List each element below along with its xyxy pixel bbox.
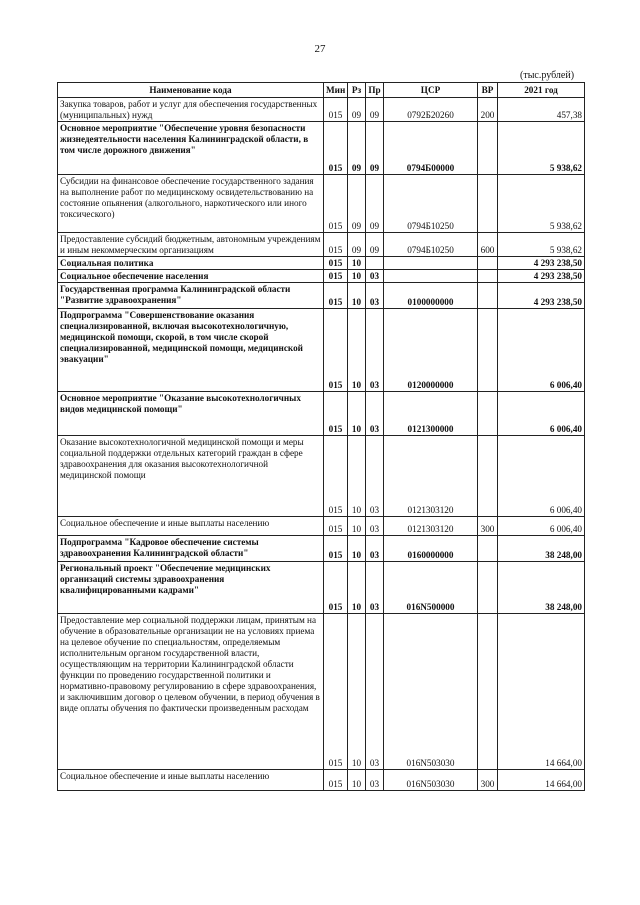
cell-vr: 300 bbox=[478, 517, 498, 536]
header-year: 2021 год bbox=[498, 83, 585, 98]
cell-csr: 0100000000 bbox=[384, 283, 478, 309]
cell-vr: 600 bbox=[478, 233, 498, 257]
cell-rz: 10 bbox=[348, 257, 366, 270]
cell-name: Закупка товаров, работ и услуг для обеспечения государственных (муниципальных) нужд bbox=[58, 98, 324, 122]
cell-csr bbox=[384, 270, 478, 283]
cell-amount: 5 938,62 bbox=[498, 233, 585, 257]
cell-rz: 10 bbox=[348, 614, 366, 770]
cell-min: 015 bbox=[324, 517, 348, 536]
cell-min: 015 bbox=[324, 309, 348, 392]
cell-csr: 0120000000 bbox=[384, 309, 478, 392]
header-rz: Рз bbox=[348, 83, 366, 98]
cell-csr: 016N500000 bbox=[384, 562, 478, 614]
header-vr: ВР bbox=[478, 83, 498, 98]
table-row bbox=[58, 536, 585, 562]
cell-pr: 03 bbox=[366, 770, 384, 791]
table-row bbox=[58, 436, 585, 517]
table-row bbox=[58, 175, 585, 233]
cell-min: 015 bbox=[324, 98, 348, 122]
cell-min: 015 bbox=[324, 257, 348, 270]
cell-min: 015 bbox=[324, 392, 348, 436]
table-row bbox=[58, 270, 585, 283]
cell-pr: 03 bbox=[366, 283, 384, 309]
cell-rz: 10 bbox=[348, 517, 366, 536]
cell-amount: 5 938,62 bbox=[498, 175, 585, 233]
cell-pr: 09 bbox=[366, 98, 384, 122]
cell-min: 015 bbox=[324, 614, 348, 770]
cell-csr bbox=[384, 257, 478, 270]
cell-csr: 0121303120 bbox=[384, 517, 478, 536]
cell-csr: 0121300000 bbox=[384, 392, 478, 436]
cell-csr: 016N503030 bbox=[384, 770, 478, 791]
cell-pr: 03 bbox=[366, 517, 384, 536]
cell-min: 015 bbox=[324, 122, 348, 175]
cell-csr: 0792Б20260 bbox=[384, 98, 478, 122]
cell-name: Основное мероприятие "Оказание высокотехнологичных видов медицинской помощи" bbox=[58, 392, 324, 436]
table-row bbox=[58, 309, 585, 392]
cell-name: Социальная политика bbox=[58, 257, 324, 270]
cell-vr bbox=[478, 270, 498, 283]
cell-rz: 10 bbox=[348, 536, 366, 562]
cell-amount: 6 006,40 bbox=[498, 436, 585, 517]
table-row bbox=[58, 257, 585, 270]
cell-rz: 10 bbox=[348, 770, 366, 791]
cell-min: 015 bbox=[324, 436, 348, 517]
cell-pr bbox=[366, 257, 384, 270]
cell-rz: 09 bbox=[348, 122, 366, 175]
cell-csr: 0794Б10250 bbox=[384, 233, 478, 257]
cell-rz: 10 bbox=[348, 436, 366, 517]
cell-rz: 10 bbox=[348, 270, 366, 283]
cell-name: Социальное обеспечение и иные выплаты населению bbox=[58, 770, 324, 791]
header-pr: Пр bbox=[366, 83, 384, 98]
cell-amount: 6 006,40 bbox=[498, 392, 585, 436]
cell-vr bbox=[478, 309, 498, 392]
cell-vr bbox=[478, 122, 498, 175]
cell-pr: 09 bbox=[366, 122, 384, 175]
budget-table bbox=[57, 82, 585, 791]
cell-rz: 10 bbox=[348, 392, 366, 436]
cell-pr: 03 bbox=[366, 309, 384, 392]
table-row bbox=[58, 770, 585, 791]
cell-pr: 09 bbox=[366, 233, 384, 257]
cell-amount: 4 293 238,50 bbox=[498, 257, 585, 270]
cell-vr bbox=[478, 392, 498, 436]
cell-name: Субсидии на финансовое обеспечение государственного задания на выполнение работ по медицинскому освидетельствованию на состояние опьянения (алкогольного, наркотического или иного токсического) bbox=[58, 175, 324, 233]
table-row bbox=[58, 98, 585, 122]
table-row bbox=[58, 562, 585, 614]
cell-rz: 09 bbox=[348, 175, 366, 233]
header-min: Мин bbox=[324, 83, 348, 98]
cell-min: 015 bbox=[324, 536, 348, 562]
cell-pr: 03 bbox=[366, 562, 384, 614]
cell-rz: 09 bbox=[348, 233, 366, 257]
cell-csr: 0121303120 bbox=[384, 436, 478, 517]
cell-name: Подпрограмма "Совершенствование оказания специализированной, включая высокотехнологичную, медицинской помощи, скорой, в том числе скорой специализированной, медицинской помощи, медицинской эвакуации" bbox=[58, 309, 324, 392]
cell-vr bbox=[478, 257, 498, 270]
cell-name: Предоставление мер социальной поддержки лицам, принятым на обучение в образовательные организации не на условиях приема на целевое обучение по специальностям, определяемым исполнительным органом государственной власти, осуществляющим на территории Калининградской области функции по проведению государственной политики и нормативно-правовому регулированию в сфере здравоохранения, и заключившим договор о целевом обучении, в период обучения в виде оплаты обучения по фактически произведенным расходам bbox=[58, 614, 324, 770]
cell-amount: 6 006,40 bbox=[498, 309, 585, 392]
cell-rz: 10 bbox=[348, 309, 366, 392]
cell-amount: 6 006,40 bbox=[498, 517, 585, 536]
table-row bbox=[58, 517, 585, 536]
cell-pr: 09 bbox=[366, 175, 384, 233]
cell-vr: 200 bbox=[478, 98, 498, 122]
cell-rz: 10 bbox=[348, 283, 366, 309]
cell-vr: 300 bbox=[478, 770, 498, 791]
header-row bbox=[58, 83, 585, 98]
table-row bbox=[58, 233, 585, 257]
cell-csr: 016N503030 bbox=[384, 614, 478, 770]
header-name: Наименование кода bbox=[58, 83, 324, 98]
cell-amount: 38 248,00 bbox=[498, 562, 585, 614]
cell-amount: 4 293 238,50 bbox=[498, 270, 585, 283]
table-row bbox=[58, 392, 585, 436]
cell-min: 015 bbox=[324, 770, 348, 791]
cell-vr bbox=[478, 175, 498, 233]
cell-amount: 38 248,00 bbox=[498, 536, 585, 562]
table-row bbox=[58, 283, 585, 309]
cell-pr: 03 bbox=[366, 270, 384, 283]
cell-name: Региональный проект "Обеспечение медицинских организаций системы здравоохранения квалифицированными кадрами" bbox=[58, 562, 324, 614]
unit-note: (тыс.рублей) bbox=[520, 70, 575, 81]
cell-amount: 14 664,00 bbox=[498, 614, 585, 770]
cell-min: 015 bbox=[324, 233, 348, 257]
cell-csr: 0794Б10250 bbox=[384, 175, 478, 233]
cell-vr bbox=[478, 614, 498, 770]
cell-name: Предоставление субсидий бюджетным, автономным учреждениям и иным некоммерческим организациям bbox=[58, 233, 324, 257]
cell-csr: 0794Б00000 bbox=[384, 122, 478, 175]
cell-rz: 10 bbox=[348, 562, 366, 614]
cell-name: Социальное обеспечение населения bbox=[58, 270, 324, 283]
cell-min: 015 bbox=[324, 175, 348, 233]
header-csr: ЦСР bbox=[384, 83, 478, 98]
table-row bbox=[58, 122, 585, 175]
cell-name: Подпрограмма "Кадровое обеспечение системы здравоохранения Калининградской области" bbox=[58, 536, 324, 562]
table-row bbox=[58, 614, 585, 770]
cell-pr: 03 bbox=[366, 536, 384, 562]
cell-amount: 457,38 bbox=[498, 98, 585, 122]
cell-rz: 09 bbox=[348, 98, 366, 122]
cell-name: Основное мероприятие "Обеспечение уровня безопасности жизнедеятельности населения Калининградской области, в том числе дорожного движения" bbox=[58, 122, 324, 175]
cell-name: Социальное обеспечение и иные выплаты населению bbox=[58, 517, 324, 536]
cell-vr bbox=[478, 562, 498, 614]
cell-csr: 0160000000 bbox=[384, 536, 478, 562]
cell-min: 015 bbox=[324, 270, 348, 283]
cell-vr bbox=[478, 436, 498, 517]
cell-name: Государственная программа Калининградской области "Развитие здравоохранения" bbox=[58, 283, 324, 309]
cell-pr: 03 bbox=[366, 614, 384, 770]
cell-amount: 5 938,62 bbox=[498, 122, 585, 175]
cell-min: 015 bbox=[324, 283, 348, 309]
cell-amount: 4 293 238,50 bbox=[498, 283, 585, 309]
cell-pr: 03 bbox=[366, 392, 384, 436]
page-number: 27 bbox=[314, 43, 326, 55]
cell-vr bbox=[478, 536, 498, 562]
cell-pr: 03 bbox=[366, 436, 384, 517]
cell-name: Оказание высокотехнологичной медицинской помощи и меры социальной поддержки отдельных категорий граждан в сфере здравоохранения для оказания высокотехнологичной медицинской помощи bbox=[58, 436, 324, 517]
cell-min: 015 bbox=[324, 562, 348, 614]
cell-vr bbox=[478, 283, 498, 309]
cell-amount: 14 664,00 bbox=[498, 770, 585, 791]
